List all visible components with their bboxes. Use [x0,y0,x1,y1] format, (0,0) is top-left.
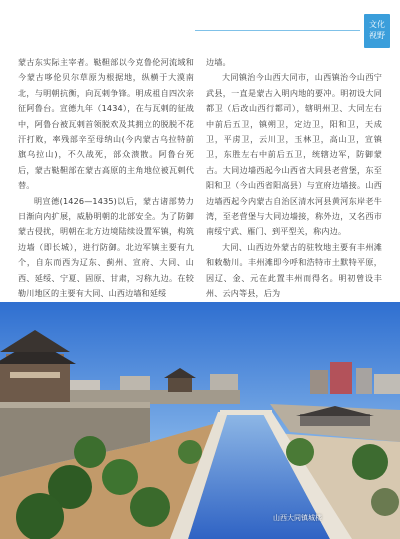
section-tag [364,14,390,48]
right-column [206,55,382,302]
photo-caption: 山西大同镇城楼 [273,514,322,522]
header-rule [195,30,360,31]
section-tag-line1: 文化 [369,20,385,29]
right-paragraph-2: 大同镇治今山西大同市，山西镇治今山西宁武县，一直是蒙古入明内地的要冲。明初设大同都卫（后改山西行都司），辖明州卫、大同左右中前后五卫，镇朔卫，定边卫，阳和卫，天成卫，平虏卫，云川卫，玉林卫，高山卫，宣镇卫，东胜左右中前后五卫，统辖边军，防御蒙古。大同边墙西起今山西省大同县老营堡，东至阳和卫（今山西省阳高县）与宣府边墙接。山西边墙西起今内蒙古自治区清水河县黄河东岸老牛湾，至老营堡与大同边墙接，称外边，又名西市南绥宁武、雁门、到平型关，称内边。 [206,72,382,237]
city-wall-photo [0,302,400,539]
right-paragraph-1: 边墙。 [206,57,231,67]
right-paragraph-3: 大同、山西边外蒙古的驻牧地主要有丰州滩和敕勒川。丰州滩即今呼和浩特市土默特平原，因辽、金、元在此置丰州而得名。明初曾设丰州、云内等县，后为 [206,241,382,299]
section-tag-line2: 视野 [369,31,385,40]
left-paragraph-1: 蒙古东实际主宰者。鞑靼部以今克鲁伦河流域和今蒙古哆伦贝尔草原为根据地，纵横于大漠南北，与明朝抗衡，向瓦剌争锋。明成祖自四次亲征阿鲁台。宣德九年（1434），在与瓦剌的征战中，阿鲁台被瓦剌首领脱欢及其拥立的脱脱不花汗打败，率残部辛至母纳山(今内蒙古乌拉特前旗乌拉山)，不久战死，部众溃散。阿鲁台死后，蒙古鞑靼部在蒙古高原的主角地位被瓦剌代替。 [18,57,194,191]
left-column [18,55,194,302]
left-paragraph-2: 明宣德(1426—1435)以后，蒙古诸部势力日渐向内扩展，威胁明朝的北部安全。为了防御蒙古侵扰，明朝在北方边境陆续设置军镇，构筑边墙（即长城），进行防御。北边军镇主要有九个，自东而西为辽东、蓟州、宣府、大同、山西、延绥、宁夏、固原、甘肃，习称九边。在较勒川地区的主要有大同、山西边墙和延绥 [18,195,194,299]
